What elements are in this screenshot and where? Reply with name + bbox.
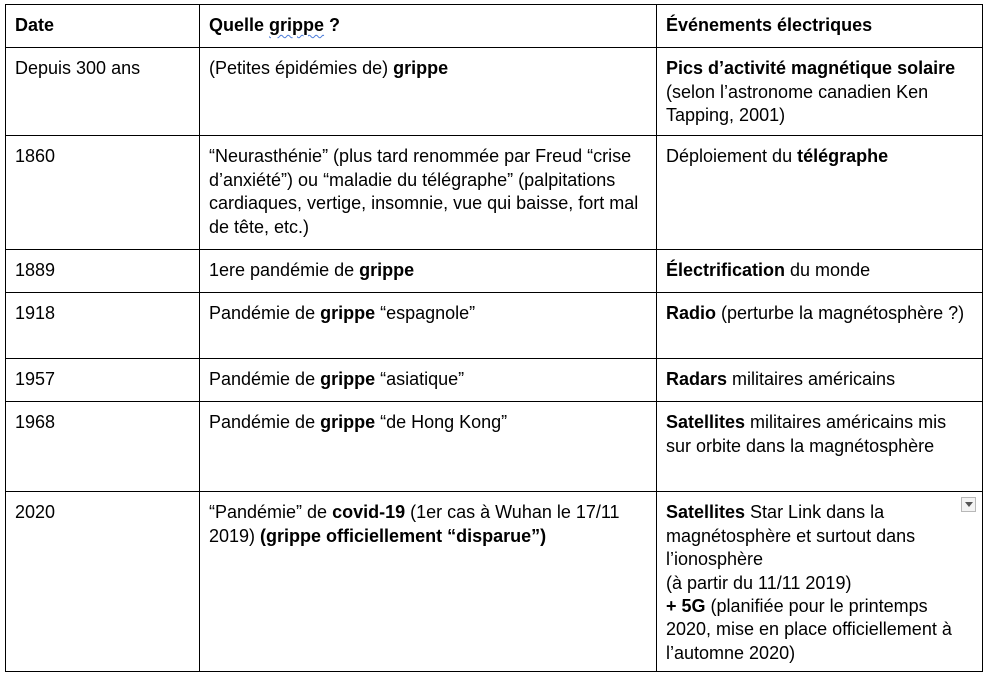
elec-text: du monde	[785, 260, 871, 281]
grippe-text: “Pandémie” de	[209, 502, 333, 523]
grippe-text: “Neurasthénie” (plus tard renommée par Freud “crise d’anxiété”) ou “maladie du télégraphe” (palpitations cardiaques, vertige, insomnie, vue qui baisse, fort mal de tête, etc.)	[209, 146, 639, 237]
elec-bold: + 5G	[666, 596, 706, 617]
elec-text: Déploiement du	[666, 146, 798, 167]
cell-elec	[657, 492, 983, 672]
cell-grippe	[200, 48, 657, 136]
grippe-bold: grippe	[320, 369, 376, 390]
date-text: 1968	[15, 412, 56, 433]
elec-text: (planifiée pour le printemps 2020, mise en place officiellement à l’automne 2020)	[666, 596, 952, 663]
cell-elec	[657, 402, 983, 492]
header-date	[6, 5, 200, 48]
grippe-bold: covid-19	[332, 502, 406, 523]
grippe-bold: (grippe officiellement “disparue”)	[260, 525, 547, 546]
grippe-bold: grippe	[320, 303, 376, 324]
elec-text: (à partir du 11/11 2019)	[666, 572, 852, 593]
cell-elec	[657, 136, 983, 250]
date-text: 1860	[15, 146, 56, 167]
cell-elec	[657, 293, 983, 359]
cell-grippe	[200, 402, 657, 492]
cell-elec	[657, 48, 983, 136]
cell-date	[6, 250, 200, 293]
cell-date	[6, 402, 200, 492]
elec-bold: Radars	[666, 369, 728, 390]
date-text: Depuis 300 ans	[15, 58, 141, 79]
header-grippe	[200, 5, 657, 48]
elec-bold: Radio	[666, 303, 717, 324]
header-grippe-suffix: ?	[324, 15, 341, 35]
grippe-text: Pandémie de	[209, 303, 321, 324]
date-text: 1918	[15, 303, 56, 324]
table-row	[6, 48, 983, 136]
elec-bold: Électrification	[666, 260, 786, 281]
header-grippe-prefix: Quelle	[209, 15, 270, 35]
elec-text: (perturbe la magnétosphère ?)	[716, 303, 965, 324]
cell-date	[6, 293, 200, 359]
grippe-bold: grippe	[359, 260, 415, 281]
grippe-text: Pandémie de	[209, 412, 321, 433]
table-row	[6, 359, 983, 402]
cell-grippe	[200, 136, 657, 250]
elec-text: (selon l’astronome canadien Ken Tapping, 2001)	[666, 81, 929, 126]
elec-text: militaires américains	[727, 369, 896, 390]
elec-bold: Pics d’activité magnétique solaire	[666, 58, 956, 79]
header-date-label: Date	[15, 15, 55, 35]
elec-bold: Satellites	[666, 412, 746, 433]
cell-date	[6, 359, 200, 402]
elec-text: militaires américains mis sur orbite dans la magnétosphère	[666, 412, 947, 456]
table-row	[6, 492, 983, 672]
chevron-down-icon[interactable]	[961, 497, 976, 512]
date-text: 2020	[15, 502, 56, 523]
header-elec-label: Événements électriques	[666, 15, 873, 35]
table-row	[6, 136, 983, 250]
table-row	[6, 250, 983, 293]
cell-date	[6, 48, 200, 136]
grippe-text: “espagnole”	[375, 303, 476, 324]
grippe-text: (Petites épidémies de)	[209, 58, 394, 79]
date-text: 1889	[15, 260, 56, 281]
events-table	[5, 4, 983, 672]
grippe-text: “asiatique”	[375, 369, 465, 390]
cell-elec	[657, 359, 983, 402]
elec-bold: Satellites	[666, 502, 746, 523]
cell-grippe	[200, 359, 657, 402]
header-elec	[657, 5, 983, 48]
table-row	[6, 402, 983, 492]
grippe-text: “de Hong Kong”	[375, 412, 508, 433]
date-text: 1957	[15, 369, 56, 390]
cell-date	[6, 492, 200, 672]
cell-date	[6, 136, 200, 250]
cell-grippe	[200, 492, 657, 672]
cell-elec	[657, 250, 983, 293]
grippe-text: (1er cas à Wuhan le 17/11 2019)	[209, 502, 620, 546]
table-row	[6, 293, 983, 359]
cell-grippe	[200, 250, 657, 293]
grippe-bold: grippe	[393, 58, 449, 79]
grippe-bold: grippe	[320, 412, 376, 433]
header-row	[6, 5, 983, 48]
grippe-text: Pandémie de	[209, 369, 321, 390]
grippe-text: 1ere pandémie de	[209, 260, 360, 281]
cell-grippe	[200, 293, 657, 359]
spellcheck-word[interactable]: grippe	[269, 15, 325, 35]
elec-text: Star Link dans la magnétosphère et surtout dans l’ionosphère	[666, 502, 916, 570]
elec-bold: télégraphe	[797, 146, 889, 167]
